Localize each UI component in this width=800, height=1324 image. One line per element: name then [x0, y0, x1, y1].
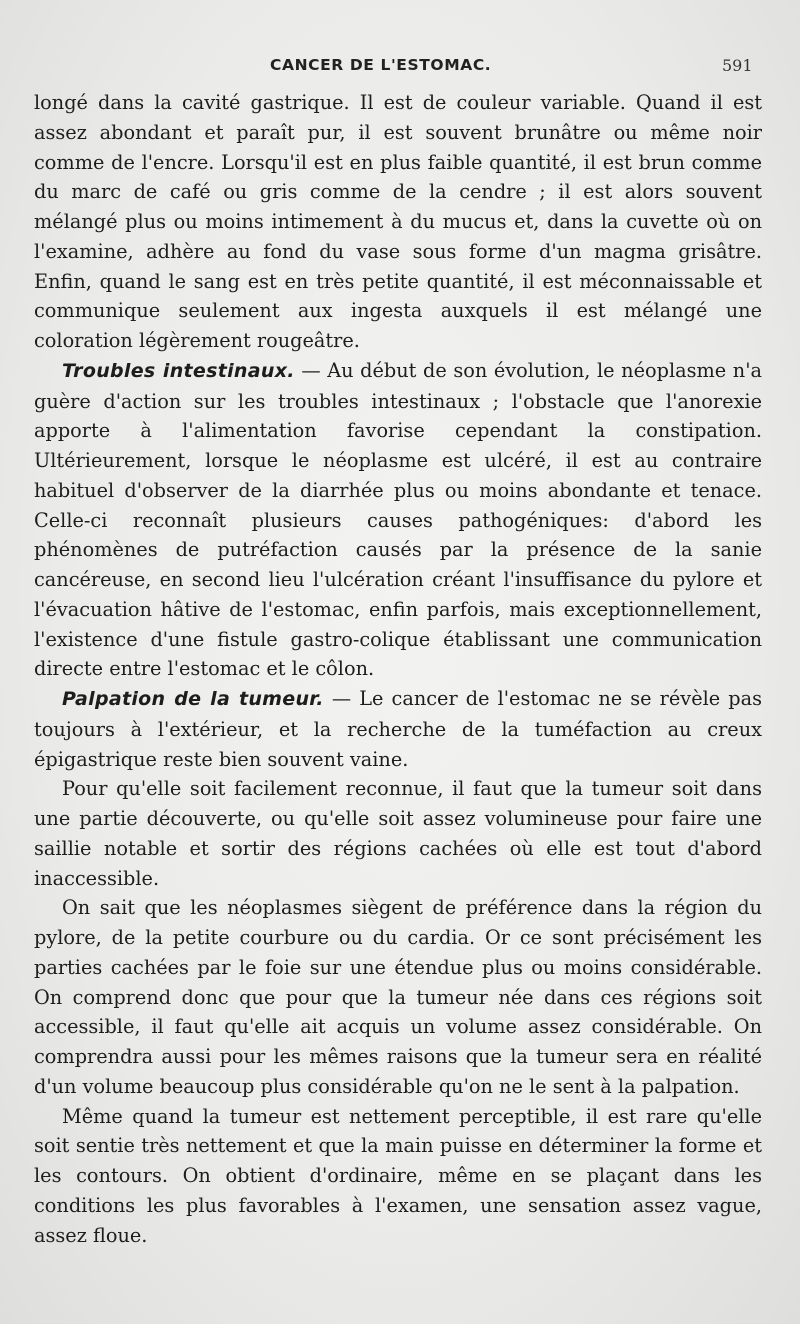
paragraph-troubles-intestinaux [34, 356, 762, 684]
section-heading-troubles-intestinaux: Troubles intestinaux. [62, 359, 295, 382]
paragraph-text: Même quand la tumeur est nettement perceptible, il est rare qu'elle soit sentie très nettement et que la main puisse en déterminer la forme et les contours. On obtient d'ordinaire, même en se plaçant dans les conditions les plus favorables à l'examen, une sensation assez vague, assez floue. [34, 1104, 762, 1247]
page-number: 591 [722, 56, 753, 75]
paragraph-text: — Au début de son évolution, le néoplasme n'a guère d'action sur les troubles intestinaux ; l'obstacle que l'anorexie apporte à l'alimentation favorise cependant la constipation. Ultérieurement, lorsque le néoplasme est ulcéré, il est au contraire habituel d'observer de la diarrhée plus ou moins abondante et tenace. Celle-ci reconnaît plusieurs causes pathogéniques: d'abord les phénomènes de putréfaction causés par la présence de la sanie cancéreuse, en second lieu l'ulcération créant l'insuffisance du pylore et l'évacuation hâtive de l'estomac, enfin parfois, mais exceptionnellement, l'existence d'une fistule gastro-colique établissant une communication directe entre l'estomac et le côlon. [34, 358, 762, 681]
paragraph-neoplasmes [34, 893, 762, 1101]
paragraph-text: Pour qu'elle soit facilement reconnue, il faut que la tumeur soit dans une partie découverte, ou qu'elle soit assez volumineuse pour faire une saillie notable et sortir des régions cachées où elle est tout d'abord inaccessible. [34, 777, 762, 890]
paragraph-palpation [34, 684, 762, 774]
section-heading-palpation: Palpation de la tumeur. [62, 688, 324, 710]
paragraph-tumeur-perceptible [34, 1102, 762, 1251]
running-title: CANCER DE L'ESTOMAC. [270, 56, 492, 74]
paragraph-text: longé dans la cavité gastrique. Il est de couleur variable. Quand il est assez abondant et paraît pur, il est souvent brunâtre ou même noir comme de l'encre. Lorsqu'il est en plus faible quantité, il est brun comme du marc de café ou gris comme de la cendre ; il est alors souvent mélangé plus ou moins intimement à du mucus et, dans la cuvette où on l'examine, adhère au fond du vase sous forme d'un magma grisâtre. Enfin, quand le sang est en très petite quantité, il est méconnaissable et communique seulement aux ingesta auxquels il est mélangé une coloration légèrement rougeâtre. [34, 91, 762, 352]
paragraph-continuation [34, 88, 762, 356]
paragraph-text: — Le cancer de l'estomac ne se révèle pas toujours à l'extérieur, et la recherche de la tuméfaction au creux épigastrique reste bien souvent vaine. [34, 687, 762, 771]
body-text [34, 88, 762, 1250]
running-header [0, 52, 800, 82]
paragraph-text: On sait que les néoplasmes siègent de préférence dans la région du pylore, de la petite courbure ou du cardia. Or ce sont précisément les parties cachées par le foie sur une étendue plus ou moins considérable. On comprend donc que pour que la tumeur née dans ces régions soit accessible, il faut qu'elle ait acquis un volume assez considérable. On comprendra aussi pour les mêmes raisons que la tumeur sera en réalité d'un volume beaucoup plus considérable qu'on ne le sent à la palpation. [34, 896, 762, 1098]
paragraph-reconnue [34, 774, 762, 893]
